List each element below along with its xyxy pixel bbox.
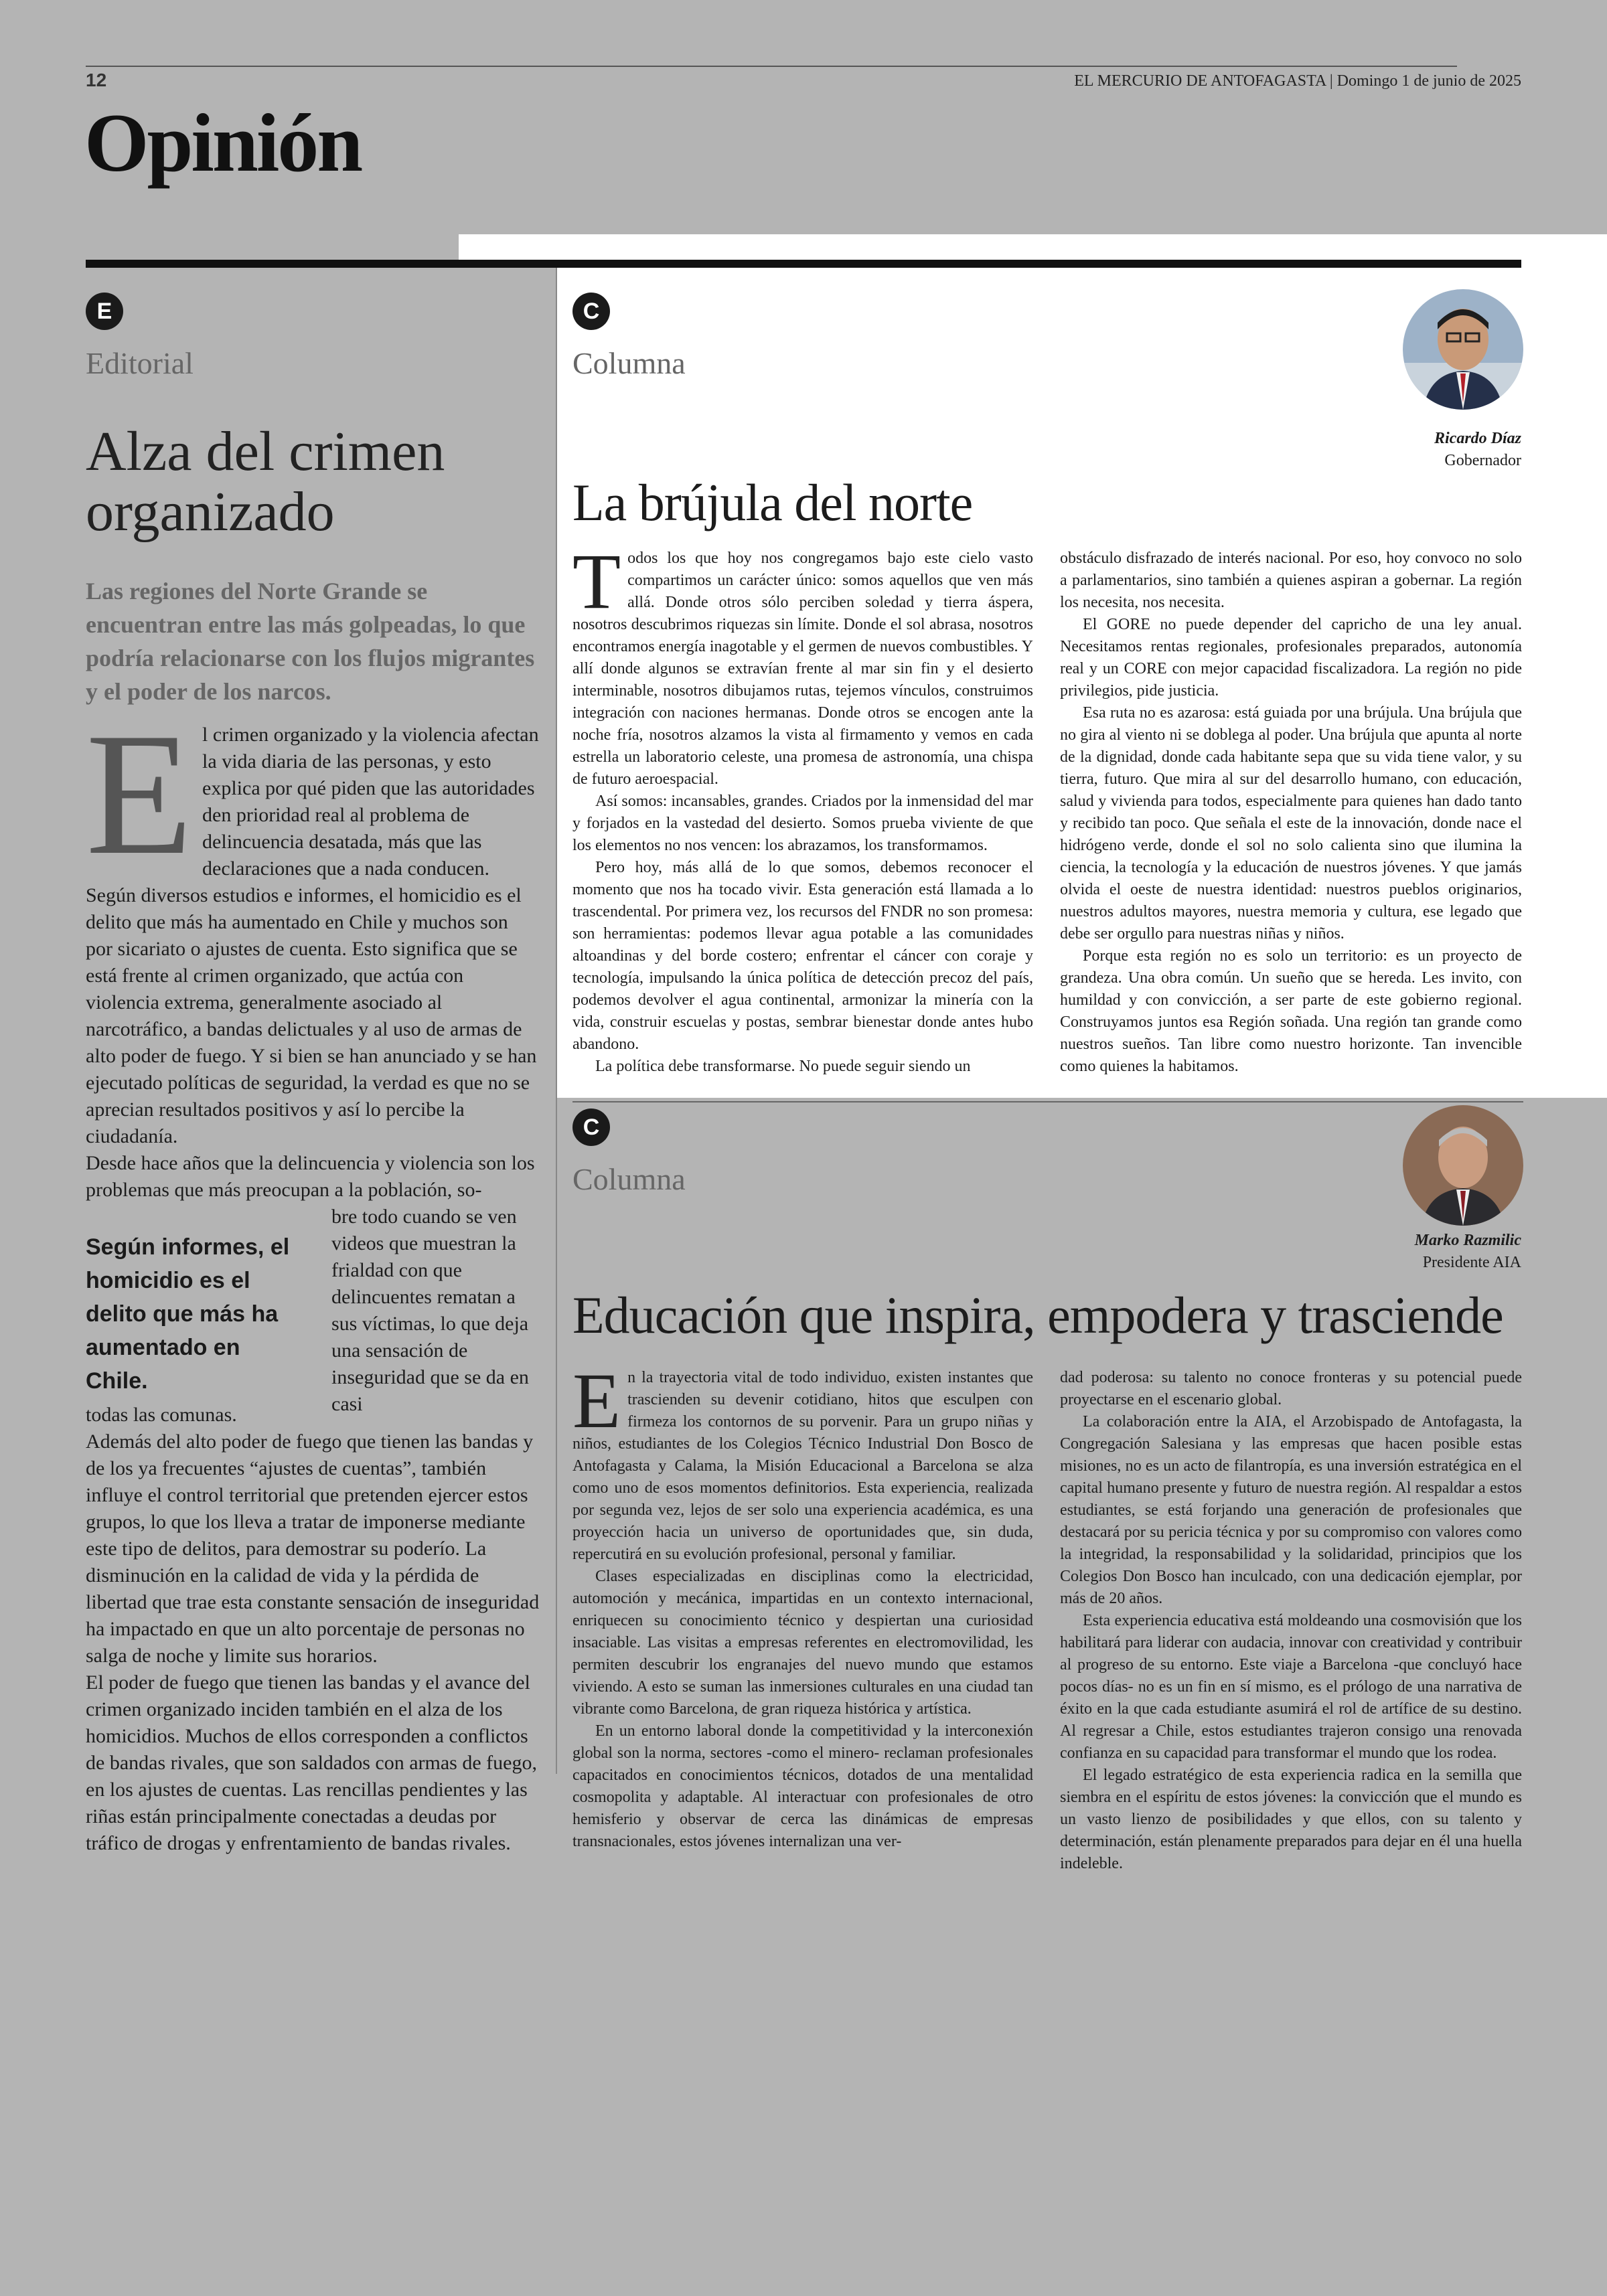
column-divider: [556, 268, 557, 1774]
column1-text-right: [1060, 548, 1522, 1078]
editorial-paragraph: El poder de fuego que tienen las bandas y el avance del crimen organizado inciden también en el alza de los homicidios. Muchos de ellos corresponden a conflictos de bandas rivales, que son saldados con armas de fuego, en los ajustes de cuentas. Las rencillas pendientes y las riñas están principalmente conectadas a deudas por tráfico de drogas y enfrentamiento de bandas rivales.: [86, 1671, 537, 1854]
editorial-paragraph: bre todo cuando se ven videos que muestran la frialdad con que delincuentes rematan a sus víctimas, lo que deja una sensación de inseguridad que se da en casi: [331, 1206, 529, 1415]
column1-paragraph: obstáculo disfrazado de interés nacional. Por eso, hoy convoco no solo a parlamentarios, sino también a quienes aspiran a gobernar. La región los necesita, nos necesita.: [1060, 550, 1522, 611]
column1-headline: La brújula del norte: [572, 473, 973, 531]
column2-paragraph: La colaboración entre la AIA, el Arzobispado de Antofagasta, la Congregación Salesiana y las empresas que hacen posible estas misiones, no es un acto de filantropía, es una inversión estratégica en el capital humano presente y futuro de nuestra región. Al respaldar a estos estudiantes, se está forjando una generación de profesionales que destacará por su pericia técnica y por su compromiso con valores como la integridad, la responsabilidad y la solidaridad, principios que los Colegios Don Bosco han inculcado, con una dedicación ejemplar, por más de 20 años.: [1060, 1413, 1522, 1607]
column1-paragraph: Pero hoy, más allá de lo que somos, debemos reconocer el momento que nos ha tocado vivir. Esta generación está llamada a lo trascendental. Por primera vez, los recursos del FNDR no son promesa: son herramientas: podemos llevar agua potable a las comunidades altoandinas y del borde costero; enfrentar el cáncer con coraje y tecnología, impulsando la única política de detección precoz del país, podemos devolver el agua continental, armonizar la minería con la vida, construir escuelas y postas, sembrar bienestar donde antes hubo abandono.: [572, 859, 1033, 1053]
column2-paragraph: El legado estratégico de esta experiencia radica en la semilla que siembra en el espíritu de estos jóvenes: la convicción que el mundo es un vasto lienzo de posibilidades y que ellos, con su talento y determinación, están plenamente preparados para dejar en él una huella indeleble.: [1060, 1767, 1522, 1872]
column2-author: Marko Razmilic: [1414, 1232, 1521, 1249]
avatar-icon: [1403, 1105, 1523, 1226]
editorial-body-bottom: [86, 1402, 540, 1857]
column1-kicker: Columna: [572, 346, 686, 380]
column1-text-left: [572, 538, 1033, 1078]
column1-paragraph: Esa ruta no es azarosa: está guiada por una brújula. Una brújula que no gira al viento ni se doblega al poder. Una brújula que apunta al norte de la dignidad, donde cada habitante sepa que su vida tiene valor, y su tierra, futuro. Que mira al sur del desarrollo humano, con educación, salud y vivienda para todos, especialmente para quienes han dado tanto y recibido tan poco. Que señala el este de la innovación, donde nace el hidrógeno verde, donde el sol no solo calienta sino que ilumina la ciencia, la tecnología y la educación de nuestros jóvenes. Y que jamás olvida el oeste de nuestra identidad: nuestros pueblos originarios, nuestros adultos mayores, nuestra memoria y cultura, ese legado que debe ser orgullo para nuestras niñas y niños.: [1060, 704, 1522, 942]
column2-headline: Educación que inspira, empodera y trasciende: [572, 1286, 1503, 1344]
column2-text-right: [1060, 1367, 1522, 1875]
author-photo-ricardo: [1403, 289, 1523, 410]
page-number: 12: [86, 70, 107, 90]
editorial-body-wrap: [331, 1204, 540, 1418]
editorial-badge: E: [86, 293, 123, 330]
section-divider-bar: [86, 260, 1521, 268]
editorial-headline: Alza del crimen organizado: [86, 420, 445, 543]
editorial-kicker: Editorial: [86, 346, 194, 380]
column-separator: [572, 1101, 1523, 1102]
editorial-dropcap: E: [86, 697, 194, 891]
editorial-paragraph: Además del alto poder de fuego que tienen las bandas y de los ya frecuentes “ajustes de cuentas”, también influye el control territorial que pretenden ejercer estos grupos, lo que los lleva a tratar de imponerse mediante este tipo de delitos, para demostrar su poderío. La disminución en la calidad de vida y la pérdida de libertad que trae esta constante sensación de inseguridad ha impactado en que un alto porcentaje de personas no salga de noche y limite sus horarios.: [86, 1430, 540, 1667]
editorial-body-top: [86, 697, 540, 1204]
column2-kicker: Columna: [572, 1162, 686, 1196]
column2-paragraph: En un entorno laboral donde la competitividad y la interconexión global son la norma, sectores -como el minero- reclaman profesionales capacitados en conocimientos técnicos, dotados de una mentalidad cosmopolita y adaptable. Al interactuar con profesionales de otro hemisferio y observar de cerca las dinámicas de empresas transnacionales, estos jóvenes internalizan una ver-: [572, 1722, 1033, 1850]
column2-paragraph: n la trayectoria vital de todo individuo, existen instantes que trascienden su devenir cotidiano, hitos que esculpen con firmeza los contornos de su porvenir. Para un grupo niñas y niños, estudiantes de los Colegios Técnico Industrial Don Bosco de Antofagasta y Calama, la Misión Educacional a Barcelona se alza como uno de esos momentos definitorios. Esta experiencia, realizada por segunda vez, lejos de ser solo una experiencia académica, es una proyección hacia un universo de oportunidades que, sin duda, repercutirá en su evolución profesional, personal y familiar.: [572, 1369, 1033, 1563]
column1-paragraph: El GORE no puede depender del capricho de una ley anual. Necesitamos rentas regionales, profesionales preparados, autonomía real y un CORE con mejor capacidad fiscalizadora. La región no pide privilegios, pide justicia.: [1060, 616, 1522, 700]
author-photo-marko: [1403, 1105, 1523, 1226]
column2-paragraph: dad poderosa: su talento no conoce fronteras y su potencial puede proyectarse en el escenario global.: [1060, 1369, 1522, 1408]
editorial-pullquote: Según informes, el homicidio es el delito que más ha aumentado en Chile.: [86, 1234, 290, 1394]
column1-paragraph: odos los que hoy nos congregamos bajo este cielo vasto compartimos un carácter único: somos aquellos que ven más allá. Donde otros sólo perciben soledad y tierra áspera, nosotros descubrimos riquezas sin límite. Donde el sol abrasa, nosotros encontramos energía inagotable y el germen de nuevos combustibles. Y allí donde algunos se extravían frente al mar sin fin y el desierto interminable, nosotros dibujamos rutas, tejemos vínculos, construimos integración con naciones hermanas. Donde otros se encogen ante la noche fría, nosotros alzamos la vista al firmamento y vemos en cada estrella un laboratorio celeste, una promesa de astronomía, una chispa de futuro aeroespacial.: [572, 550, 1033, 788]
editorial-paragraph: l crimen organizado y la violencia afectan la vida diaria de las personas, y esto explica por qué piden que las autoridades den prioridad real al problema de delincuencia desatada, más que las declaraciones que a nada conducen.: [202, 724, 539, 880]
column2-author-role: Presidente AIA: [1422, 1254, 1521, 1271]
editorial-deck: Las regiones del Norte Grande se encuentran entre las más golpeadas, lo que podría relacionarse con los flujos migrantes y el poder de los narcos.: [86, 578, 535, 705]
editorial-paragraph: Desde hace años que la delincuencia y violencia son los problemas que más preocupan a la población, so-: [86, 1152, 535, 1201]
column1-author: Ricardo Díaz: [1434, 430, 1521, 447]
column1-dropcap: T: [572, 538, 621, 625]
header-rule: [86, 66, 1457, 67]
column1-paragraph: La política debe transformarse. No puede seguir siendo un: [595, 1058, 971, 1075]
column2-text-left: [572, 1357, 1033, 1853]
column2-dropcap: E: [572, 1357, 621, 1445]
highlight-panel-top: [459, 234, 1607, 261]
editorial-paragraph: Según diversos estudios e informes, el homicidio es el delito que más ha aumentado en Chile y muchos son por sicariato o ajustes de cuenta. Esto significa que se está frente al crimen organizado, que actúa con violencia extrema, generalmente asociado al narcotráfico, a bandas delictuales y al uso de armas de alto poder de fuego. Y si bien se han anunciado y se han ejecutado políticas de seguridad, la verdad es que no se aprecian resultados positivos y así lo percibe la ciudadanía.: [86, 884, 537, 1147]
column1-paragraph: Así somos: incansables, grandes. Criados por la inmensidad del mar y forjados en la vastedad del desierto. Somos prueba viviente de que los elementos no nos vencen: los abrazamos, los transformamos.: [572, 793, 1033, 854]
column1-paragraph: Porque esta región no es solo un territorio: es un proyecto de grandeza. Una obra común. Un sueño que se hereda. Les invito, con humildad y con convicción, a ser parte de este gobierno regional. Construyamos juntos esa Región soñada. Una región tan grande como nuestros sueños. Tan libre como nuestro horizonte. Tan invencible como quienes la habitamos.: [1060, 947, 1522, 1075]
section-title: Opinión: [84, 97, 362, 189]
column1-author-role: Gobernador: [1444, 452, 1521, 469]
publication-dateline: EL MERCURIO DE ANTOFAGASTA | Domingo 1 de junio de 2025: [1074, 72, 1521, 90]
column2-paragraph: Esta experiencia educativa está moldeando una cosmovisión que los habilitará para liderar con audacia, innovar con creatividad y contribuir al progreso de su entorno. Este viaje a Barcelona -que concluyó hace pocos días- no es un fin en sí mismo, es el prólogo de una narrativa de éxito en la que cada estudiante asumirá el rol de artífice de su destino. Al regresar a Chile, estos estudiantes trajeron consigo una renovada confianza en su capacidad para transformar el mundo que los rodea.: [1060, 1612, 1522, 1762]
column2-badge: C: [572, 1109, 610, 1146]
avatar-icon: [1403, 289, 1523, 410]
column1-badge: C: [572, 293, 610, 330]
column2-paragraph: Clases especializadas en disciplinas como la electricidad, automoción y mecánica, impartidas en un contexto internacional, enriquecen su conocimiento técnico y despiertan una curiosidad insaciable. Las visitas a empresas referentes en electromovilidad, les permiten descubrir los engranajes del nuevo mundo que estamos viviendo. A esto se suman las inmersiones culturales en una ciudad tan vibrante como Barcelona, de gran riqueza histórica y artística.: [572, 1568, 1033, 1718]
editorial-paragraph: todas las comunas.: [86, 1404, 237, 1426]
